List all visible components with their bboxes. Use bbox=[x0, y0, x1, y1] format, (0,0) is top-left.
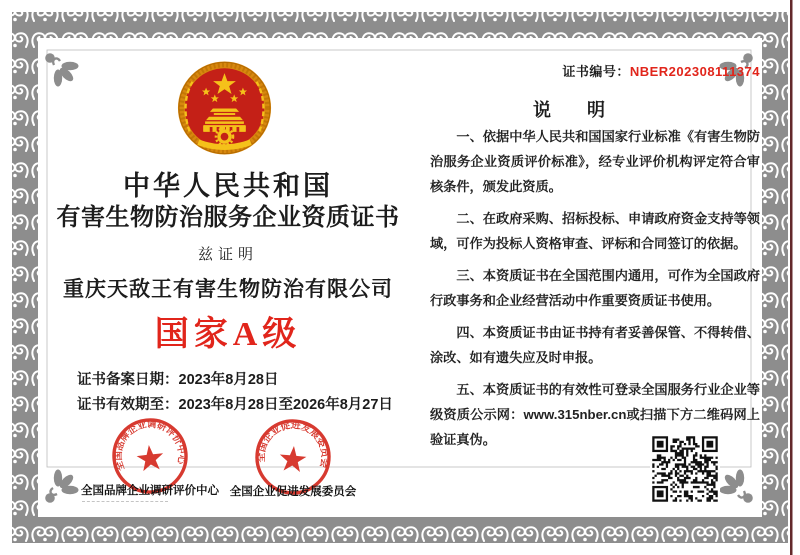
instruction-item-5: 五、本资质证书的有效性可登录全国服务行业企业等级资质公示网：www.315nber.cn或扫描下方二维码网上验证真伪。 bbox=[430, 382, 760, 447]
instruction-item-4: 四、本资质证书由证书持有者妥善保管、不得转借、涂改、如有遗失应及时申报。 bbox=[430, 325, 760, 365]
validity-label: 证书有效期至： bbox=[77, 397, 179, 413]
certificate-number-value: NBER202308111374 bbox=[629, 64, 760, 79]
seal-left-ring-text: 全国品牌企业调研评价中心 bbox=[113, 419, 187, 473]
signature-line bbox=[82, 501, 168, 502]
verification-qr-code-icon bbox=[650, 434, 720, 504]
seal-right-ring-text: 全国企业促进发展委员会 bbox=[256, 419, 331, 469]
certificate-number-label: 证书编号： bbox=[562, 64, 630, 79]
company-name: 重庆天敌王有害生物防治有限公司 bbox=[63, 278, 393, 301]
instruction-item-3: 三、本资质证书在全国范围内通用，可作为全国政府行政事务和企业经营活动中作重要资质证书使用。 bbox=[430, 268, 760, 308]
record-date-value: 2023年8月28日 bbox=[178, 372, 279, 388]
instruction-item-2: 二、在政府采购、招标投标、申请政府资金支持等领域，可作为投标人资格审查、评标和合同签订的依据。 bbox=[430, 211, 760, 251]
grade-level: 国家A级 bbox=[154, 316, 302, 353]
certificate-number bbox=[430, 61, 784, 80]
instructions-heading: 说 明 bbox=[533, 100, 605, 120]
certificate-title-line1: 中华人民共和国 bbox=[123, 171, 333, 201]
certificate-title-line2: 有害生物防治服务企业资质证书 bbox=[56, 204, 400, 231]
page-edge-line bbox=[790, 0, 793, 555]
instructions-list bbox=[430, 124, 760, 459]
instruction-item-1: 一、依据中华人民共和国国家行业标准《有害生物防治服务企业资质评价标准》，经专业评价机构评定符合审核条件，颁发此资质。 bbox=[430, 129, 760, 194]
prc-national-emblem-icon bbox=[176, 56, 273, 160]
seal-left-label: 全国品牌企业调研评价中心 bbox=[81, 485, 219, 497]
validity-value: 2023年8月28日至2026年8月27日 bbox=[178, 397, 393, 413]
record-date-label: 证书备案日期： bbox=[77, 372, 179, 388]
certify-text: 兹证明 bbox=[197, 246, 258, 263]
seal-right-label: 全国企业促进发展委员会 bbox=[229, 486, 357, 498]
record-date-row bbox=[77, 371, 393, 390]
